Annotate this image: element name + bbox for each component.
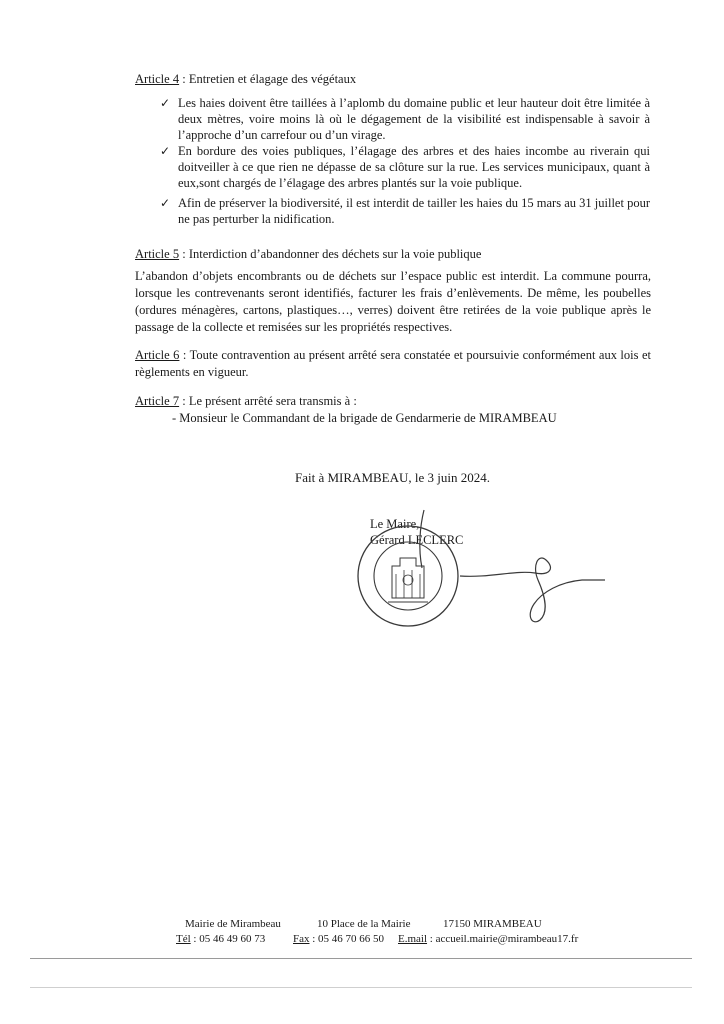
checkmark-icon: ✓ [160, 196, 171, 210]
footer-tel-value: : 05 46 49 60 73 [190, 933, 266, 945]
article-7-recipient: - Monsieur le Commandant de la brigade de Gendarmerie de MIRAMBEAU [172, 411, 557, 425]
article-6-label: Article 6 [135, 348, 180, 362]
list-item-text: Afin de préserver la biodiversité, il est interdit de tailler les haies du 15 mars au 31 juillet pour ne pas perturber la nidification. [178, 196, 650, 226]
official-stamp-and-signature [350, 508, 620, 643]
mayor-name: Gérard LECLERC [370, 533, 464, 547]
signature-block [350, 508, 620, 643]
article-7-heading [135, 394, 357, 409]
article-5-body: L’abandon d’objets encombrants ou de déchets sur l’espace public est interdit. La commune pourra, lorsque les contrevenants seront identifiés, facturer les frais d’enlèvements. De même, les poubelles (ordures ménagères, cartons, plastiques…, verres) doivent être retirées de la voie publique après le passage de la collecte et remisées sur les propriétés respectives. [135, 269, 651, 334]
list-item-text: En bordure des voies publiques, l’élagage des arbres et des haies incombe au riverain qui doitveiller à ce que rien ne dépasse de sa clôture sur la rue. Les services municipaux, quant à eux,sont chargés de l’élagage des arbres plantés sur la voie publique. [178, 144, 650, 190]
list-item-text: Les haies doivent être taillées à l’aplomb du domaine public et leur hauteur doit être limitée à deux mètres, voire moins là où le dégagement de la visibilité est indispensable à savoir à l’approche d’un carrefour ou d’un virage. [178, 96, 650, 142]
article-5-heading [135, 247, 481, 262]
stamp-seal [358, 526, 458, 626]
article-6-paragraph [135, 347, 651, 381]
page-bottom-divider [30, 987, 692, 988]
checkmark-icon: ✓ [160, 96, 171, 110]
list-item [160, 195, 650, 227]
list-item [160, 95, 650, 143]
article-7-title: : Le présent arrêté sera transmis à : [179, 394, 357, 408]
footer-email-label: E.mail [398, 933, 428, 945]
article-7-label: Article 7 [135, 394, 180, 408]
list-item [160, 143, 650, 191]
footer-fax [293, 933, 384, 945]
article-4-heading [135, 72, 356, 87]
footer-tel-label: Tél [176, 933, 191, 945]
checkmark-icon: ✓ [160, 144, 171, 158]
article-4-title: : Entretien et élagage des végétaux [179, 72, 357, 86]
footer-city: 17150 MIRAMBEAU [443, 918, 542, 930]
footer-email-value: : accueil.mairie@mirambeau17.fr [427, 933, 579, 945]
article-5-label: Article 5 [135, 247, 180, 261]
article-5-title: : Interdiction d’abandonner des déchets sur la voie publique [179, 247, 482, 261]
handwritten-signature [420, 510, 605, 622]
footer-fax-value: : 05 46 70 66 50 [309, 933, 385, 945]
footer-tel [176, 933, 265, 945]
article-6-body: : Toute contravention au présent arrêté sera constatée et poursuivie conformément aux lois et règlements en vigueur. [135, 348, 651, 379]
mayor-role: Le Maire, [370, 517, 420, 531]
place-date: Fait à MIRAMBEAU, le 3 juin 2024. [295, 470, 490, 485]
footer-divider [30, 958, 692, 959]
footer-email [398, 933, 578, 945]
footer-address: 10 Place de la Mairie [317, 918, 411, 930]
footer-mairie: Mairie de Mirambeau [185, 918, 281, 930]
article-4-label: Article 4 [135, 72, 180, 86]
footer-fax-label: Fax [293, 933, 310, 945]
